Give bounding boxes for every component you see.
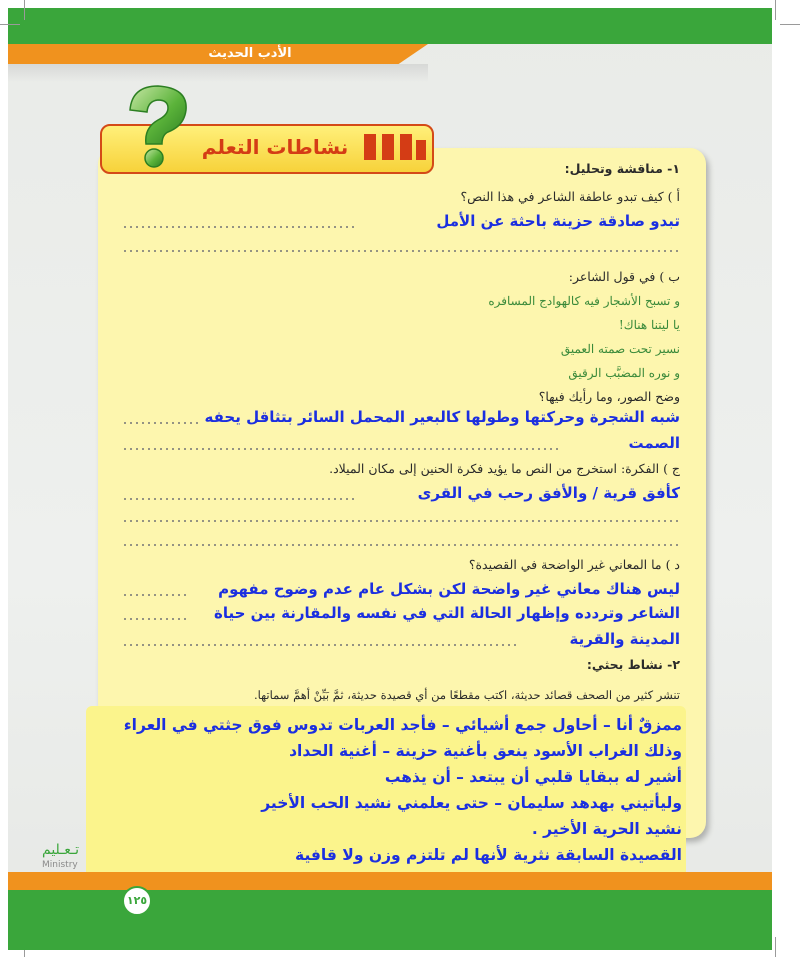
poem-line: نسير تحت صمته العميق bbox=[560, 342, 680, 356]
answer-line bbox=[122, 226, 358, 228]
section2-instruction: تنشر كثير من الصحف قصائد حديثة، اكتب مقطعًا من أي قصيدة حديثة، ثمَّ بَيِّنْ أهمَّ سماتها. bbox=[253, 688, 680, 702]
answer-d-line3: المدينة والقرية bbox=[569, 630, 680, 648]
research-answer-line: أشير له ببقايا قلبي أن يبتعد – أن يذهب bbox=[384, 768, 682, 786]
answer-line bbox=[122, 520, 680, 522]
research-answer-line: وليأتيني بهدهد سليمان – حتى يعلمني نشيد الحب الأخير bbox=[261, 794, 682, 812]
answer-line bbox=[122, 448, 558, 450]
answer-c: كأفق قرية / والأفق رحب في القرى bbox=[417, 484, 680, 502]
ministry-logo-text: تـعـليم bbox=[42, 842, 80, 858]
answer-b-line2: الصمت bbox=[628, 434, 680, 452]
question-a: أ ) كيف تبدو عاطفة الشاعر في هذا النص؟ bbox=[460, 189, 680, 204]
answer-line bbox=[122, 618, 188, 620]
answer-b-line1: شبه الشجرة وحركتها وطولها كالبعير المحمل السائر بتثاقل يحفه bbox=[204, 408, 680, 426]
answer-line bbox=[122, 594, 188, 596]
crop-mark bbox=[775, 0, 776, 20]
poem-line: و نوره المضبَّب الرقيق bbox=[568, 366, 680, 380]
answer-a: تبدو صادقة حزينة باحثة عن الأمل bbox=[436, 212, 680, 230]
question-d: د ) ما المعاني غير الواضحة في القصيدة؟ bbox=[468, 557, 680, 572]
section2-heading: ٢- نشاط بحثي: bbox=[586, 657, 680, 672]
answer-d-line1: ليس هناك معاني غير واضحة لكن بشكل عام عدم وضوح مفهوم bbox=[218, 580, 680, 598]
answer-d-line2: الشاعر وتردده وإظهار الحالة التي في نفسه والمقارنة بين حياة bbox=[214, 604, 680, 622]
research-answer-line: نشيد الحرية الأخير . bbox=[531, 820, 682, 838]
question-mark-icon bbox=[110, 80, 200, 170]
answer-line bbox=[122, 644, 518, 646]
crop-mark bbox=[780, 24, 800, 25]
answer-line bbox=[122, 498, 358, 500]
stripes-icon bbox=[360, 130, 430, 164]
page-number: ١٢٥ bbox=[122, 886, 152, 916]
poem-line: و تسبح الأشجار فيه كالهوادج المسافره bbox=[488, 294, 680, 308]
answer-line bbox=[122, 544, 680, 546]
crop-mark bbox=[775, 937, 776, 957]
research-answer-line: ممزقٌ أنا – أحاول جمع أشيائي – فأجد العربات تدوس فوق جثتي في العراء bbox=[123, 716, 682, 734]
research-answer-line: وذلك الغراب الأسود ينعق بأغنية حزينة – أغنية الحداد bbox=[289, 742, 682, 760]
running-title: الأدب الحديث bbox=[208, 46, 292, 61]
question-b: ب ) في قول الشاعر: bbox=[568, 269, 680, 284]
bottom-orange-bar bbox=[8, 872, 772, 890]
question-c: ج ) الفكرة: استخرج من النص ما يؤيد فكرة الحنين إلى مكان الميلاد. bbox=[329, 461, 680, 476]
ministry-subtext: Ministry bbox=[42, 860, 78, 870]
shadow-strip bbox=[8, 64, 428, 82]
poem-line: يا ليتنا هناك! bbox=[618, 318, 680, 332]
top-green-bar bbox=[8, 8, 772, 44]
section-title: نشاطات التعلم bbox=[201, 135, 349, 159]
answer-line bbox=[122, 250, 680, 252]
section1-heading: ١- مناقشة وتحليل: bbox=[564, 161, 680, 176]
research-answer-line: القصيدة السابقة نثرية لأنها لم تلتزم وزن ولا قافية bbox=[295, 846, 682, 864]
question-b2: وضح الصور، وما رأيك فيها؟ bbox=[538, 389, 680, 404]
crop-mark bbox=[24, 0, 25, 20]
answer-line bbox=[122, 422, 198, 424]
crop-mark bbox=[0, 24, 20, 25]
